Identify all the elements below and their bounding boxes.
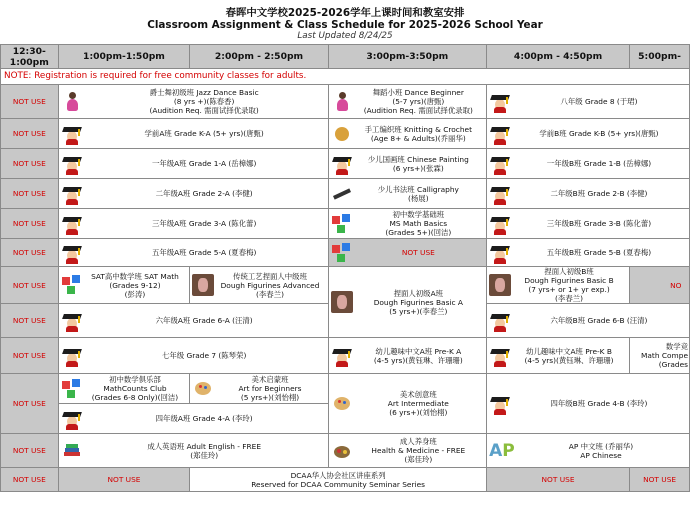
time-slot-1: 1:00pm-1:50pm [58,45,190,69]
schedule-table [0,44,690,492]
graduation-cap-icon [61,310,83,332]
graduation-cap-icon [61,123,83,145]
table-row [1,85,690,119]
graduation-cap-icon [61,213,83,235]
class-grade-3-b[interactable]: 三年级B班 Grade 3-B (陈化蕾) [486,209,689,239]
class-knitting[interactable]: 手工编织班 Knitting & Crochet (Age 8+ & Adults)(乔丽华) [328,119,486,149]
registration-note: NOTE: Registration is required for free community classes for adults. [1,69,690,85]
dancer-icon [331,91,353,113]
book-stack-icon [61,440,83,462]
graduation-cap-icon [331,345,353,367]
not-use-cell: NO [630,267,690,304]
ap-logo-icon: AP [489,440,515,461]
class-ap-chinese[interactable]: AP AP 中文班 (乔丽华) AP Chinese [486,434,689,468]
table-row [1,374,690,404]
class-grade-2-a[interactable]: 二年级A班 Grade 2-A (李健) [58,179,328,209]
not-use-cell: NOT USE [486,468,629,492]
class-grade-8[interactable]: 八年级 Grade 8 (于珺) [486,85,689,119]
not-use-cell: NOT USE [1,434,59,468]
class-dough-basic-b[interactable]: 捏面人初级B班 Dough Figurines Basic B (7 yrs+ or 1+ yr exp.) (李春兰) [486,267,629,304]
class-art-intermediate[interactable]: 美术创意班 Art Intermediate (6 yrs+)(刘怡栩) [328,374,486,434]
title-english: Classroom Assignment & Class Schedule for 2025-2026 School Year [147,19,543,31]
class-health-medicine[interactable]: 成人养身班 Health & Medicine - FREE (郑佳玲) [328,434,486,468]
table-row [1,149,690,179]
class-grade-1-a[interactable]: 一年级A班 Grade 1-A (岳樟娜) [58,149,328,179]
class-dough-basic-a[interactable]: 捏面人初级A班 Dough Figurines Basic A (5 yrs+)(李春兰) [328,267,486,338]
class-pre-k-b[interactable]: 幼儿趣味中文A班 Pre-K B (4-5 yrs)(黄钰琳、许珊珊) [486,338,629,374]
class-grade-5-b[interactable]: 五年级B班 Grade 5-B (夏春梅) [486,239,689,267]
time-slot-3: 3:00pm-3:50pm [328,45,486,69]
class-math-competition[interactable]: 数学竞 Math Compe (Grades [630,338,690,374]
class-grade-k-a[interactable]: 学前A班 Grade K-A (5+ yrs)(唐甄) [58,119,328,149]
class-jazz-dance[interactable]: 爵士舞初级班 Jazz Dance Basic (8 yrs +)(陈春香) (Audition Req. 需面试择优录取) [58,85,328,119]
brush-icon [331,183,353,205]
time-slot-5: 5:00pm- [630,45,690,69]
graduation-cap-icon [489,393,511,415]
class-grade-5-a[interactable]: 五年级A班 Grade 5-A (夏春梅) [58,239,328,267]
class-grade-4-a[interactable]: 四年级A班 Grade 4-A (李玲) [58,404,328,434]
blocks-icon [331,213,353,235]
class-grade-4-b[interactable]: 四年级B班 Grade 4-B (李玲) [486,374,689,434]
table-row [1,468,690,492]
graduation-cap-icon [331,153,353,175]
class-mathcounts[interactable]: 初中数学俱乐部 MathCounts Club (Grades 6-8 Only)(回洁) [58,374,190,404]
not-use-cell: NOT USE [1,119,59,149]
class-adult-english[interactable]: 成人英语班 Adult English - FREE (郑佳玲) [58,434,328,468]
graduation-cap-icon [61,408,83,430]
dcaa-seminar-series[interactable]: DCAA华人协会社区讲座系列 Reserved for DCAA Community Seminar Series [190,468,487,492]
dough-figure-photo-icon [192,274,214,296]
page-header [0,0,690,44]
time-header-row [1,45,690,69]
graduation-cap-icon [489,310,511,332]
not-use-cell: NOT USE [1,85,59,119]
not-use-cell: NOT USE [1,304,59,338]
not-use-cell: NOT USE [1,338,59,374]
class-grade-k-b[interactable]: 学前B班 Grade K-B (5+ yrs)(唐甄) [486,119,689,149]
graduation-cap-icon [489,183,511,205]
dancer-icon [61,91,83,113]
not-use-cell: NOT USE [1,239,59,267]
table-row [1,338,690,374]
graduation-cap-icon [489,123,511,145]
table-row [1,239,690,267]
class-grade-3-a[interactable]: 三年级A班 Grade 3-A (陈化蕾) [58,209,328,239]
dough-figure-photo-icon [489,274,511,296]
graduation-cap-icon [61,345,83,367]
class-grade-6-b[interactable]: 六年级B班 Grade 6-B (汪清) [486,304,689,338]
blocks-icon [61,274,83,296]
class-art-beginners[interactable]: 美术启蒙班 Art for Beginners (5 yrs+)(刘怡栩) [190,374,328,404]
time-slot-2: 2:00pm - 2:50pm [190,45,328,69]
class-chinese-painting[interactable]: 少儿国画班 Chinese Painting (6 yrs+)(张霖) [328,149,486,179]
class-grade-7[interactable]: 七年级 Grade 7 (陈琴荣) [58,338,328,374]
class-grade-6-a[interactable]: 六年级A班 Grade 6-A (汪清) [58,304,328,338]
graduation-cap-icon [489,153,511,175]
graduation-cap-icon [489,345,511,367]
table-row [1,179,690,209]
table-row [1,209,690,239]
class-sat-math[interactable]: SAT高中数学班 SAT Math (Grades 9-12) (彭涛) [58,267,190,304]
class-ms-math-basics[interactable]: 初中数学基础班 MS Math Basics (Grades 5+)(回洁) [328,209,486,239]
table-row [1,434,690,468]
yarn-icon [331,123,353,145]
blocks-icon [61,378,83,400]
not-use-cell: NOT USE [328,239,486,267]
class-dance-beginner[interactable]: 舞蹈小班 Dance Beginner (5-7 yrs)(唐甄) (Audition Req. 需面试择优录取) [328,85,486,119]
graduation-cap-icon [489,213,511,235]
dough-figure-photo-icon [331,291,353,313]
title-chinese: 春晖中文学校2025-2026学年上课时间和教室安排 [225,7,465,19]
palette-icon [192,378,214,400]
not-use-cell: NOT USE [58,468,190,492]
not-use-cell: NOT USE [1,209,59,239]
not-use-cell: NOT USE [630,468,690,492]
class-calligraphy[interactable]: 少儿书法班 Calligraphy (杨展) [328,179,486,209]
graduation-cap-icon [61,242,83,264]
blocks-icon [331,242,353,264]
time-slot-0: 12:30-1:00pm [1,45,59,69]
graduation-cap-icon [489,91,511,113]
not-use-cell: NOT USE [1,179,59,209]
class-grade-1-b[interactable]: 一年级B班 Grade 1-B (岳樟娜) [486,149,689,179]
table-row [1,267,690,304]
graduation-cap-icon [489,242,511,264]
not-use-cell: NOT USE [1,267,59,304]
last-updated: Last Updated 8/24/25 [297,31,393,41]
class-pre-k-a[interactable]: 幼儿趣味中文A班 Pre-K A (4-5 yrs)(黄钰琳、许珊珊) [328,338,486,374]
not-use-cell: NOT USE [1,149,59,179]
graduation-cap-icon [61,183,83,205]
class-dough-advanced[interactable]: 传统工艺捏面人中级班 Dough Figurines Advanced (李春兰) [190,267,328,304]
graduation-cap-icon [61,153,83,175]
class-grade-2-b[interactable]: 二年级B班 Grade 2-B (李健) [486,179,689,209]
not-use-cell: NOT USE [1,374,59,434]
herbs-icon [331,440,353,462]
table-row [1,119,690,149]
not-use-cell: NOT USE [1,468,59,492]
palette-icon [331,393,353,415]
time-slot-4: 4:00pm - 4:50pm [486,45,629,69]
